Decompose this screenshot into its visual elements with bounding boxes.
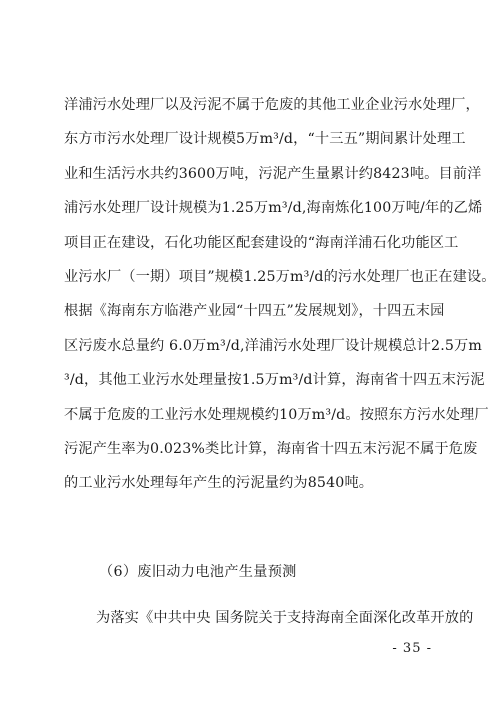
paragraph-line: 的工业污水处理每年产生的污泥量约为8540吨。 (64, 475, 374, 492)
paragraph-line: 项目正在建设，石化功能区配套建设的“海南洋浦石化功能区工 (64, 234, 459, 251)
paragraph-line: 根据《海南东方临港产业园“十四五”发展规划》，十四五末园 (64, 303, 445, 320)
paragraph-line: 东方市污水处理厂设计规模5万m³/d，“十三五”期间累计处理工 (64, 131, 466, 148)
paragraph-line: 污泥产生率为0.023%类比计算，海南省十四五末污泥不属于危废 (64, 440, 478, 457)
paragraph-line: ³/d，其他工业污水处理量按1.5万m³/d计算，海南省十四五末污泥 (64, 372, 485, 389)
paragraph-line: 业和生活污水共约3600万吨，污泥产生量累计约8423吨。目前洋 (64, 165, 482, 182)
paragraph-line: 为落实《中共中央 国务院关于支持海南全面深化改革开放的 (96, 610, 474, 626)
paragraph-line: 区污废水总量约 6.0万m³/d,洋浦污水处理厂设计规模总计2.5万m (64, 337, 482, 354)
paragraph-line: 浦污水处理厂设计规模为1.25万m³/d,海南炼化100万吨/年的乙烯 (64, 200, 483, 217)
section-heading: （6）废旧动力电池产生量预测 (99, 564, 297, 580)
paragraph-line: 洋浦污水处理厂以及污泥不属于危废的其他工业企业污水处理厂， (64, 97, 480, 113)
page-number: - 35 - (392, 641, 432, 656)
next-paragraph (64, 601, 474, 635)
main-paragraph (64, 88, 496, 501)
paragraph-line: 业污水厂（一期）项目”规模1.25万m³/d的污水处理厂也正在建设。 (64, 268, 496, 285)
paragraph-line: 不属于危废的工业污水处理规模约10万m³/d。按照东方污水处理厂 (64, 406, 489, 423)
